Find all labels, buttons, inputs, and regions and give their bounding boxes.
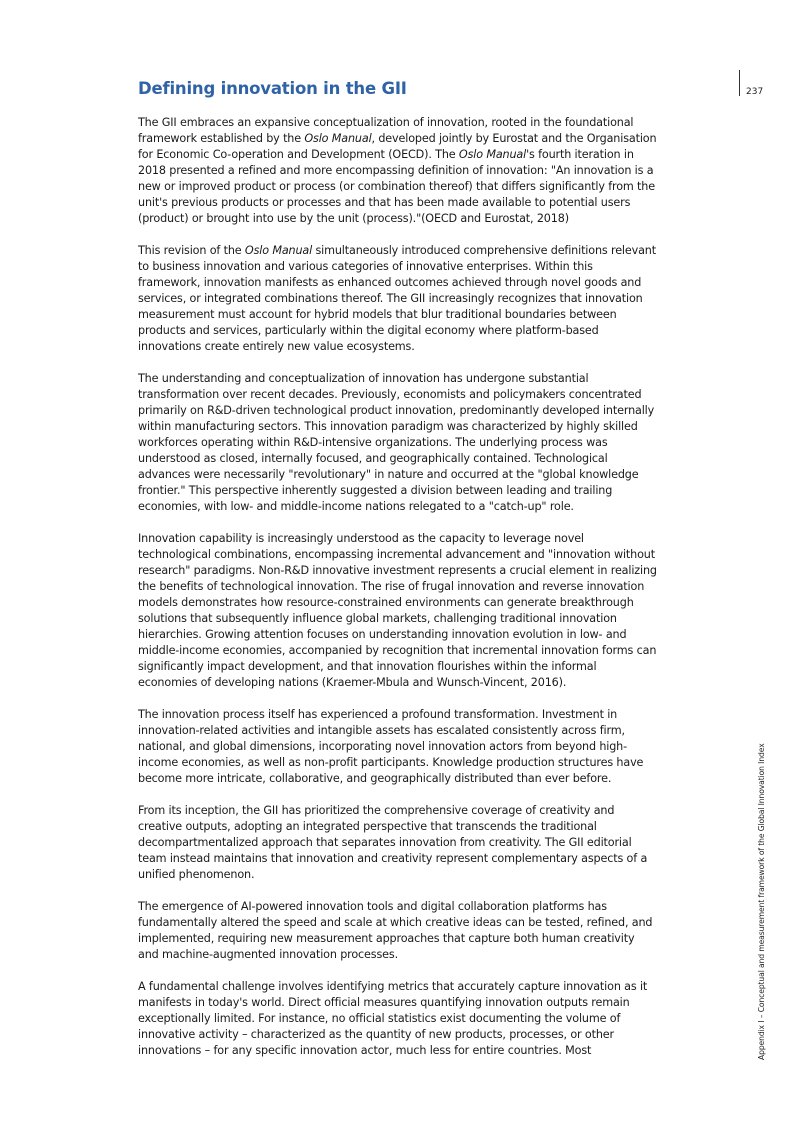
- text-run: 's fourth iteration in 2018 presented a refined and more encompassing definition of innovation: "An innovation is a new or improved product or process (or combination thereof) that differs significantly from the unit's previous products or processes and that has been made available to potential users (product) or brought into use by the unit (process)."(OECD and Eurostat, 2018): [138, 148, 655, 225]
- running-side-label: Appendix I – Conceptual and measurement framework of the Global Innovation Index: [757, 743, 766, 1060]
- body-paragraph: [138, 115, 658, 227]
- text-run: The understanding and conceptualization of innovation has undergone substantial transformation over recent decades. Previously, economists and policymakers concentrated primarily on R&D-driven technological product innovation, predominantly developed internally within manufacturing sectors. This innovation paradigm was characterized by highly skilled workforces operating within R&D-intensive organizations. The underlying process was understood as closed, internally focused, and geographically contained. Technological advances were necessarily "revolutionary" in nature and occurred at the "global knowledge frontier." This perspective inherently suggested a division between leading and trailing economies, with low- and middle-income nations relegated to a "catch-up" role.: [138, 372, 655, 513]
- page-number: 237: [746, 87, 764, 97]
- text-run: The GII embraces an expansive conceptualization of innovation, rooted in the foundational framework established by the: [138, 116, 634, 145]
- text-run: Innovation capability is increasingly understood as the capacity to leverage novel technological combinations, encompassing incremental advancement and "innovation without research" paradigms. Non-R&D innovative investment represents a crucial element in realizing the benefits of technological innovation. The rise of frugal innovation and reverse innovation models demonstrates how resource-constrained environments can generate breakthrough solutions that subsequently influence global markets, challenging traditional innovation hierarchies. Growing attention focuses on understanding innovation evolution in low- and middle-income economies, accompanied by recognition that incremental innovation forms can significantly impact development, and that innovation flourishes within the informal economies of developing nations (Kraemer-Mbula and Wunsch-Vincent, 2016).: [138, 532, 657, 689]
- text-run: The innovation process itself has experienced a profound transformation. Investment in innovation-related activities and intangible assets has escalated consistently across firm, national, and global dimensions, incorporating novel innovation actors from beyond high-income economies, as well as non-profit participants. Knowledge production structures have become more intricate, collaborative, and geographically distributed than ever before.: [138, 708, 644, 785]
- text-run: This revision of the: [138, 244, 245, 257]
- text-run: simultaneously introduced comprehensive definitions relevant to business innovation and various categories of innovative enterprises. Within this framework, innovation manifests as enhanced outcomes achieved through novel goods and services, or integrated combinations thereof. The GII increasingly recognizes that innovation measurement must account for hybrid models that blur traditional boundaries between products and services, particularly within the digital economy where platform-based innovations create entirely new value ecosystems.: [138, 244, 656, 353]
- italic-text: Oslo Manual: [458, 148, 527, 161]
- body-paragraph: [138, 979, 658, 1059]
- section-title: Defining innovation in the GII: [138, 79, 407, 98]
- body-paragraph: [138, 243, 658, 355]
- body-paragraph: [138, 803, 658, 883]
- body-paragraph: [138, 899, 658, 963]
- italic-text: Oslo Manual: [304, 132, 372, 145]
- text-run: From its inception, the GII has prioritized the comprehensive coverage of creativity and creative outputs, adopting an integrated perspective that transcends the traditional decompartmentalized approach that separates innovation from creativity. The GII editorial team instead maintains that innovation and creativity represent complementary aspects of a unified phenomenon.: [138, 804, 648, 881]
- text-run: A fundamental challenge involves identifying metrics that accurately capture innovation as it manifests in today's world. Direct official measures quantifying innovation outputs remain exceptionally limited. For instance, no official statistics exist documenting the volume of innovative activity – characterized as the quantity of new products, processes, or other innovations – for any specific innovation actor, much less for entire countries. Most: [138, 980, 648, 1057]
- text-run: The emergence of AI-powered innovation tools and digital collaboration platforms has fundamentally altered the speed and scale at which creative ideas can be tested, refined, and implemented, requiring new measurement approaches that capture both human creativity and machine-augmented innovation processes.: [138, 900, 653, 961]
- body-paragraph: [138, 707, 658, 787]
- body-text: [138, 115, 658, 1059]
- page-number-rule: [739, 70, 740, 96]
- body-paragraph: [138, 371, 658, 515]
- body-paragraph: [138, 531, 658, 691]
- text-run: , developed jointly by Eurostat and the Organisation for Economic Co-operation and Development (OECD). The: [138, 132, 657, 161]
- italic-text: Oslo Manual: [244, 244, 313, 257]
